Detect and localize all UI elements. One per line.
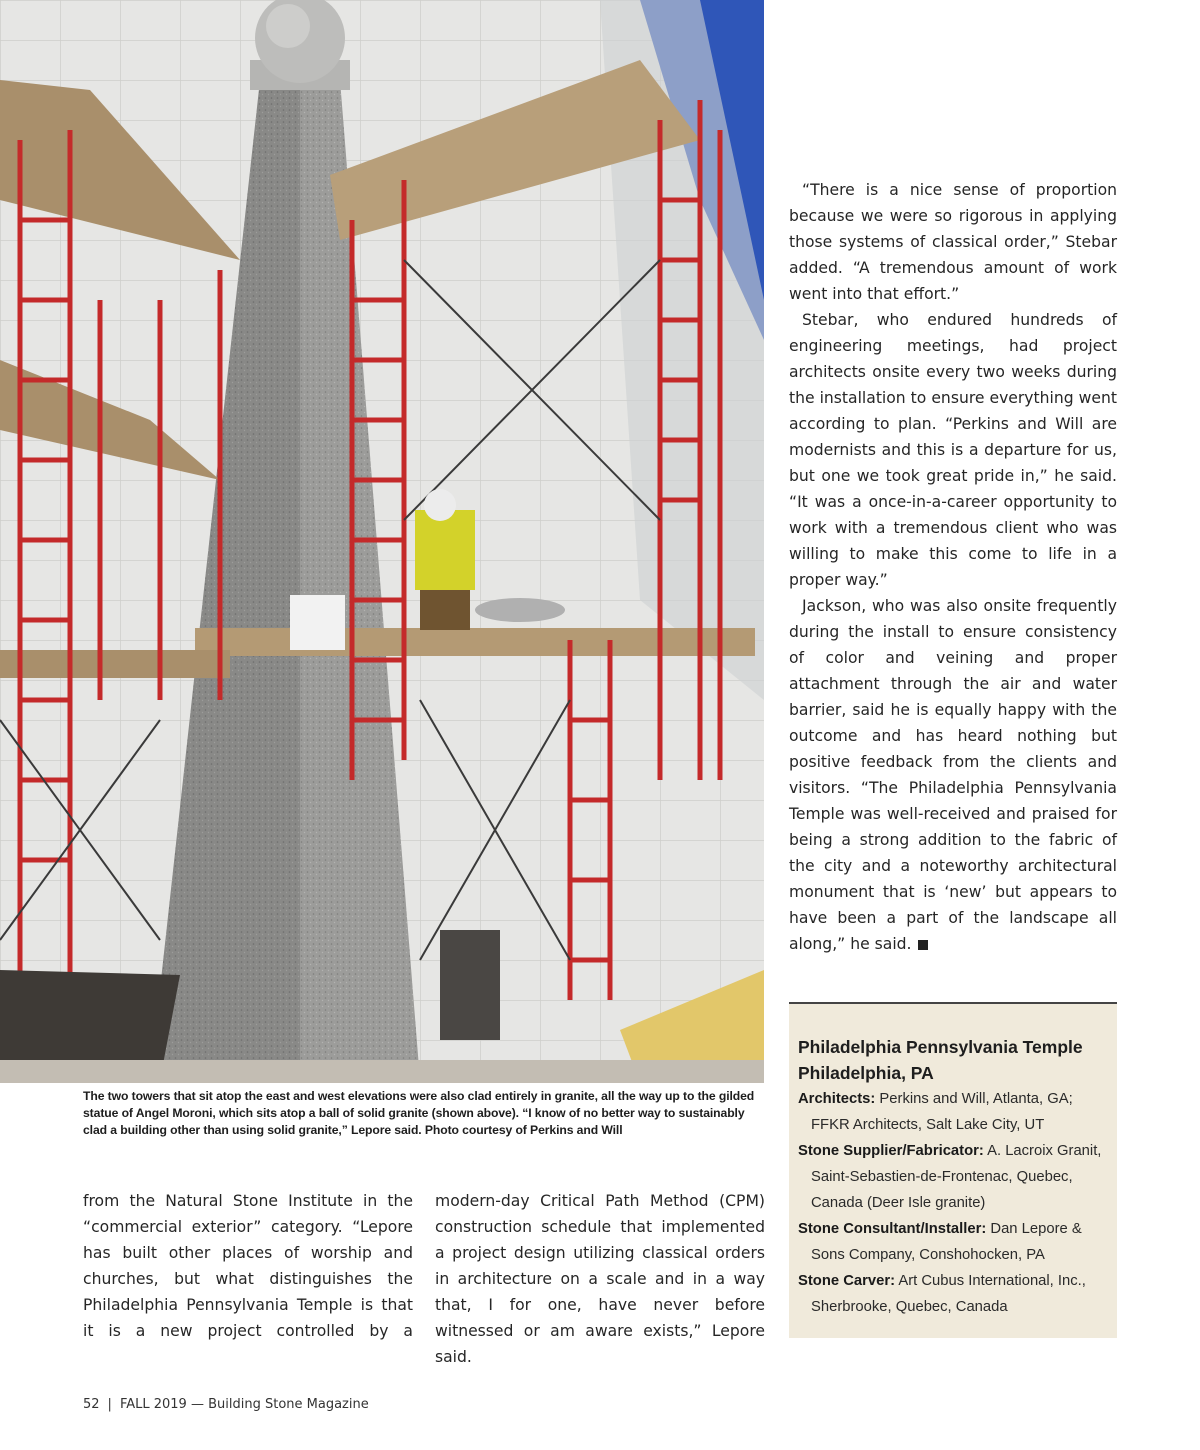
issue-label: FALL 2019 xyxy=(119,1397,187,1412)
entry-value: A. Lacroix Granit, Saint-Sebastien-de-Frontenac, Quebec, Canada (Deer Isle granite) xyxy=(811,1143,1102,1211)
photo-caption: The two towers that sit atop the east and west elevations were also clad entirely in granite, all the way up to the gilded statue of Angel Moroni, which sits atop a ball of solid granite (shown above). “I know of no better way to sustainably clad a building other than using solid granite,” Lepore said. Photo courtesy of Perkins and Will xyxy=(83,1089,755,1137)
article-right-column xyxy=(789,177,1117,957)
project-facts-sidebar xyxy=(789,1002,1117,1338)
scaffolding-photo-illustration xyxy=(0,0,764,1083)
article-photo xyxy=(0,0,764,1083)
entry-label: Stone Supplier/Fabricator: xyxy=(798,1143,984,1159)
page-footer xyxy=(83,1397,369,1412)
paragraph-text: Jackson, who was also onsite frequently during the install to ensure consistency of color and veining and proper attachment through the air and water barrier, said he is equally happy with the outcome and has heard nothing but positive feedback from the clients and visitors. “The Philadelphia Pennsylvania Temple was well-received and praised for being a strong addition to the fabric of the city and a noteworthy architectural monument that is ‘new’ but appears to have been a part of the landscape all along,” he said. xyxy=(789,597,1117,953)
sidebar-subtitle: Philadelphia, PA xyxy=(798,1063,934,1083)
page-number: 52 xyxy=(83,1397,100,1412)
article-column-a xyxy=(83,1188,413,1344)
sidebar-entry-architects xyxy=(798,1086,1107,1138)
paragraph: Stebar, who endured hundreds of engineering meetings, had project architects onsite every two weeks during the installation to ensure everything went according to plan. “Perkins and Will are modernists and this is a departure for us, but one we took great pride in,” he said. “It was a once-in-a-career opportunity to work with a tremendous client who was willing to make this come to life in a proper way.” xyxy=(789,311,1117,589)
entry-value: Perkins and Will, Atlanta, GA; FFKR Architects, Salt Lake City, UT xyxy=(811,1091,1073,1133)
entry-label: Architects: xyxy=(798,1091,876,1107)
sidebar-entry-supplier xyxy=(798,1138,1107,1216)
entry-label: Stone Consultant/Installer: xyxy=(798,1221,987,1237)
paragraph xyxy=(789,593,1117,957)
sidebar-entry-installer xyxy=(798,1216,1107,1268)
entry-value: Art Cubus International, Inc., Sherbrooke, Quebec, Canada xyxy=(811,1273,1086,1315)
sidebar-entry-carver xyxy=(798,1268,1107,1320)
publication-name: — Building Stone Magazine xyxy=(190,1397,369,1412)
article-column-b xyxy=(435,1188,765,1370)
sidebar-title: Philadelphia Pennsylvania Temple xyxy=(798,1037,1083,1057)
paragraph: modern-day Critical Path Method (CPM) construction schedule that implemented a project design utilizing classical orders in architecture on a scale and in a way that, I for one, have never before witnessed or am aware exists,” Lepore said. xyxy=(435,1192,765,1366)
entry-value: Dan Lepore & Sons Company, Conshohocken, PA xyxy=(811,1221,1082,1263)
paragraph: “There is a nice sense of proportion because we were so rigorous in applying those systems of classical order,” Stebar added. “A tremendous amount of work went into that effort.” xyxy=(789,181,1117,303)
end-of-article-mark-icon xyxy=(918,940,928,950)
entry-label: Stone Carver: xyxy=(798,1273,896,1289)
footer-separator: | xyxy=(107,1397,112,1412)
paragraph: from the Natural Stone Institute in the “commercial exterior” category. “Lepore has built other places of worship and churches, but what distinguishes the Philadelphia Pennsylvania Temple is that it is a new project controlled by a xyxy=(83,1192,413,1340)
